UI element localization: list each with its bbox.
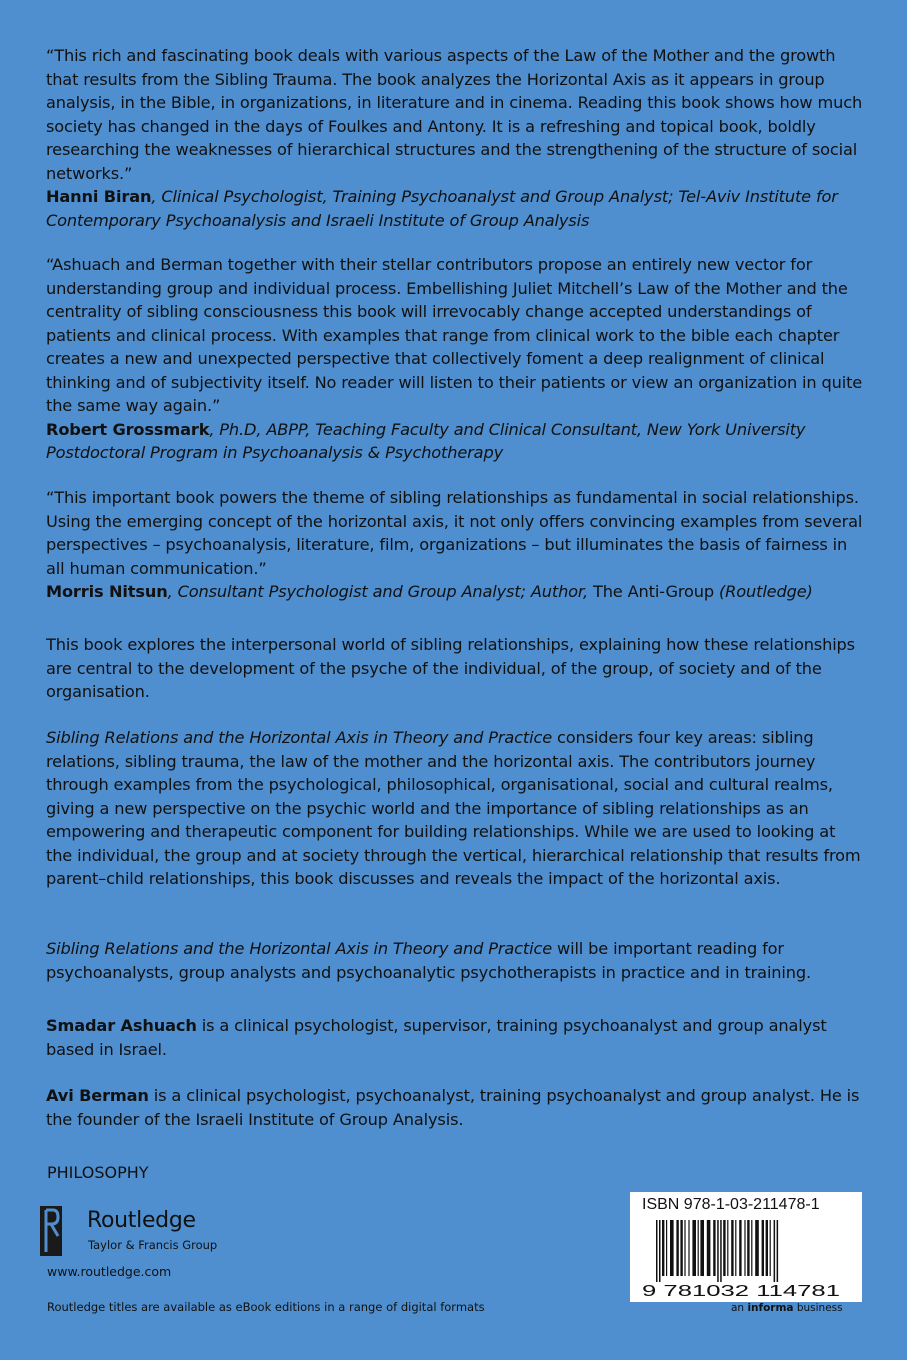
barcode [642,1220,852,1298]
barcode-bar [755,1220,759,1276]
book-title: Sibling Relations and the Horizontal Axis in Theory and Practice [46,728,553,747]
barcode-bar [720,1220,722,1282]
barcode-bar [656,1220,658,1282]
barcode-bar [700,1220,704,1276]
barcode-bar [680,1220,682,1276]
barcode-bar [717,1220,719,1282]
barcode-bar [774,1220,776,1282]
isbn-barcode-box [630,1192,862,1302]
barcode-bar [731,1220,733,1276]
informa-brand: informa [747,1302,794,1314]
barcode-bar [692,1220,696,1276]
reviewer-affiliation-b: (Routledge) [714,582,813,601]
barcode-bar [698,1220,699,1276]
informa-tagline: an informa business [731,1302,843,1314]
editor-bio-2 [46,1084,864,1131]
editor-name: Smadar Ashuach [46,1016,197,1035]
routledge-r-icon [40,1206,62,1256]
barcode-bar [744,1220,745,1276]
editor-bio-1 [46,1014,864,1061]
quote-text: “This important book powers the theme of sibling relationships as fundamental in social relationships. Using the emerging concept of the horizontal axis, it not only offers convincing examples from several perspectives – psychoanalysis, literature, film, organizations – but illuminates the basis of fairness in all human communication.” [46,488,863,578]
reviewer-name: Hanni Biran [46,187,152,206]
editor-name: Avi Berman [46,1086,149,1105]
publisher-group: Taylor & Francis Group [88,1238,218,1252]
cited-book-title: The Anti-Group [592,582,714,601]
quote-text: “This rich and fascinating book deals with various aspects of the Law of the Mother and the growth that results from the Sibling Trauma. The book analyzes the Horizontal Axis as it appears in group analysis, in the Bible, in organizations, in literature and in cinema. Reading this book shows how much society has changed in the days of Foulkes and Antony. It is a refreshing and topical book, boldly researching the weaknesses of hierarchical structures and the strengthening of the structure of social networks.” [46,46,863,183]
ebook-note: Routledge titles are available as eBook editions in a range of digital formats [47,1300,485,1314]
barcode-bar [684,1220,685,1276]
barcode-bar [727,1220,728,1276]
barcode-bar [666,1220,667,1276]
barcode-bar [713,1220,715,1276]
barcode-digits: 9 781032 114781 [642,1283,841,1298]
barcode-bar [751,1220,752,1276]
isbn-label: ISBN 978-1-03-211478-1 [642,1196,820,1213]
audience-text: will be important reading for psychoanalysts, group analysts and psychoanalytic psychotherapists in practice and in training. [46,939,811,982]
barcode-bar [659,1220,661,1282]
review-quote-1 [46,44,864,232]
barcode-bar [747,1220,749,1276]
publisher-logo [40,1206,240,1256]
quote-attribution [46,580,864,604]
reviewer-affiliation: , Ph.D, ABPP, Teaching Faculty and Clinical Consultant, New York University Postdoctoral Program in Psychoanalysis & Psychotherapy [46,419,806,462]
reviewer-name: Robert Grossmark [46,419,210,439]
barcode-bar [766,1220,768,1276]
barcode-bar [762,1220,764,1276]
subject-category: PHILOSOPHY [47,1163,149,1182]
review-quote-3 [46,486,864,604]
description-audience [46,937,864,984]
publisher-website[interactable]: www.routledge.com [47,1264,172,1279]
description-key-areas [46,726,864,891]
barcode-bar [777,1220,779,1282]
quote-attribution [46,185,864,232]
quote-attribution [46,418,864,465]
reviewer-affiliation: , Clinical Psychologist, Training Psychoanalyst and Group Analyst; Tel-Aviv Institute for Contemporary Psychoanalysis and Israeli Institute of Group Analysis [46,187,838,230]
description-intro: This book explores the interpersonal world of sibling relationships, explaining how these relationships are central to the development of the psyche of the individual, of the group, of society and of the organisation. [46,635,855,701]
reviewer-affiliation-a: , Consultant Psychologist and Group Analyst; Author, [167,582,593,601]
barcode-bar [688,1220,689,1276]
editor-bio: is a clinical psychologist, supervisor, training psychoanalyst and group analyst based in Israel. [46,1016,827,1059]
barcode-bar [662,1220,664,1276]
book-title: Sibling Relations and the Horizontal Axis in Theory and Practice [46,939,553,958]
barcode-bar [723,1220,725,1276]
review-quote-2 [46,253,864,465]
key-areas-text: considers four key areas: sibling relations, sibling trauma, the law of the mother and the horizontal axis. The contributors journey through examples from the psychological, philosophical, organisational, social and cultural realms, giving a new perspective on the psychic world and the importance of sibling relationships as an empowering and therapeutic component for building relationships. While we are used to looking at the individual, the group and at society through the vertical, hierarchical relationship that results from parent–child relationships, this book discusses and reveals the impact of the horizontal axis. [46,728,861,888]
barcode-bar [735,1220,736,1276]
reviewer-name: Morris Nitsun [46,582,168,601]
barcode-bar [707,1220,711,1276]
quote-text: “Ashuach and Berman together with their stellar contributors propose an entirely new vector for understanding group and individual process. Embellishing Juliet Mitchell’s Law of the Mother and the centrality of sibling consciousness this book will irrevocably change accepted understandings of patients and clinical process. With examples that range from clinical work to the bible each chapter creates a new and unexpected perspective that collectively foment a deep realignment of clinical thinking and of subjectivity itself. No reader will listen to their patients or view an organization in quite the same way again.” [46,255,863,415]
editor-bio: is a clinical psychologist, psychoanalyst, training psychoanalyst and group analyst. He is the founder of the Israeli Institute of Group Analysis. [46,1086,860,1129]
barcode-bar [739,1220,741,1276]
publisher-name: Routledge [87,1208,196,1233]
barcode-bar [770,1220,771,1276]
barcode-bar [676,1220,678,1276]
barcode-bar [670,1220,674,1276]
